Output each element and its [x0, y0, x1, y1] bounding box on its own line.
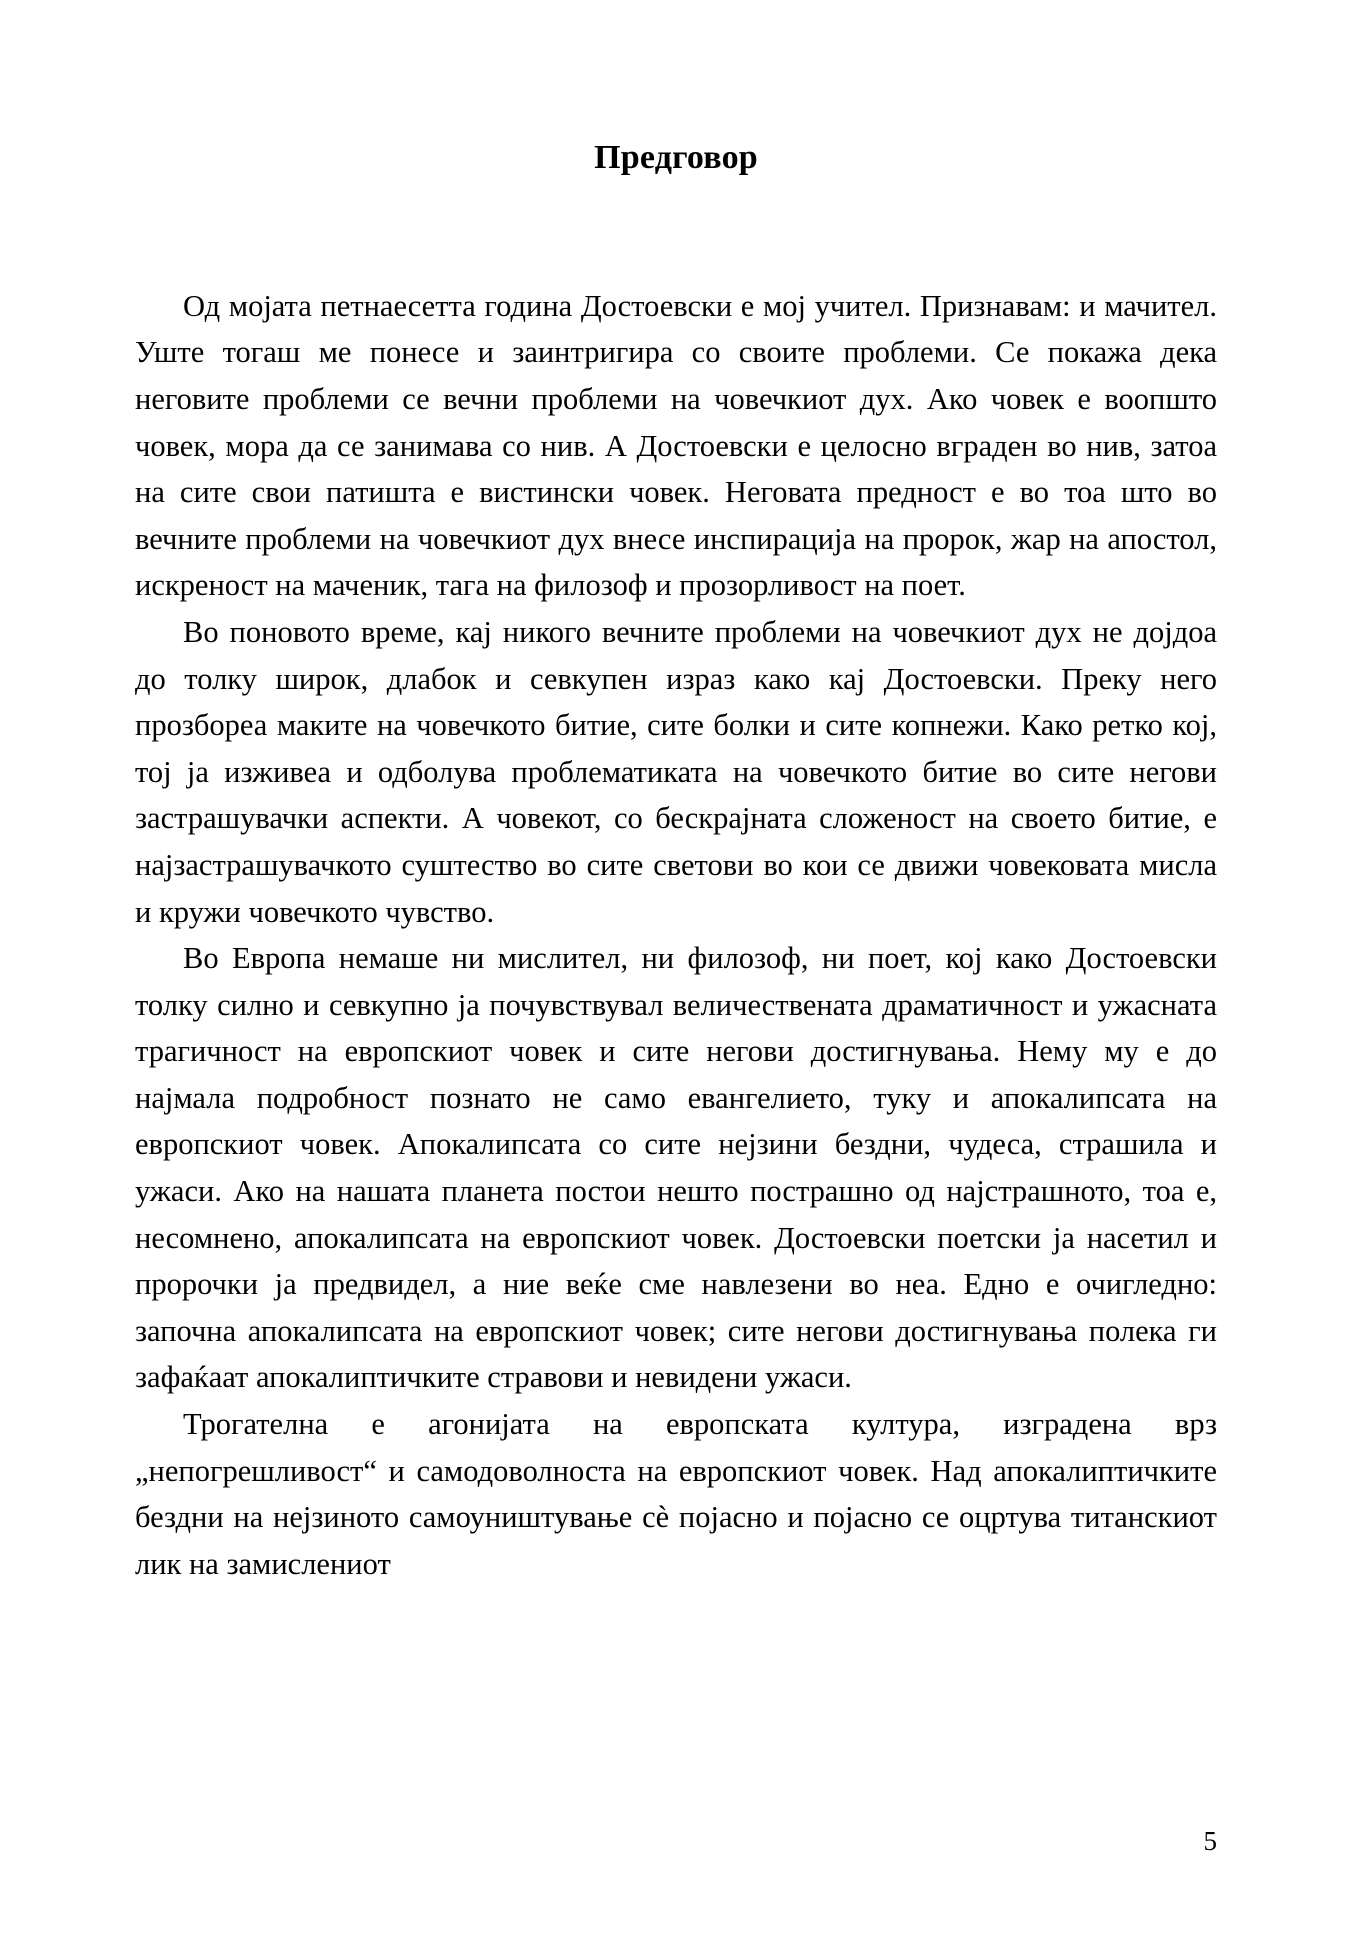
paragraph-3: Во Европа немаше ни мислител, ни филозоф, ни поет, кој како Достоевски толку силно и севкупно ја почувствувал величествената драматичност и ужасната трагичност на европскиот човек и сите негови достигнувања. Нему му е до најмала подробност познато не само евангелието, туку и апокалипсата на европскиот човек. Апокалипсата со сите нејзини бездни, чудеса, страшила и ужаси. Ако на нашата планета постои нешто пострашно од најстрашното, тоа е, несомнено, апокалипсата на европскиот човек. Достоевски поетски ја насетил и пророчки ја предвидел, а ние веќе сме навлезени во неа. Едно е очигледно: започна апокалипсата на европскиот човек; сите негови достигнувања полека ги зафаќаат апокалиптичките стравови и невидени ужаси. [135, 941, 1217, 1395]
paragraph-1: Од мојата петнаесетта година Достоевски е мој учител. Признавам: и мачител. Уште тогаш ме понесе и заинтригира со своите проблеми. Се покажа дека неговите проблеми се вечни проблеми на човечкиот дух. Ако човек е воопшто човек, мора да се занимава со нив. А Достоевски е целосно вграден во нив, затоа на сите свои патишта е вистински човек. Неговата предност е во тоа што во вечните проблеми на човечкиот дух внесе инспирација на пророк, жар на апостол, искреност на маченик, тага на филозоф и прозорливост на поет. [135, 288, 1217, 603]
page-content-block [135, 120, 1217, 1587]
body-text-block [135, 283, 1217, 1588]
paragraph-4: Трогателна е агонијата на европската култура, изградена врз „непогрешливост“ и самодоволноста на европскиот човек. Над апокалиптичките бездни на нејзиното самоуништување сѐ појасно и појасно се оцртува титанскиот лик на замислениот [135, 1407, 1217, 1581]
paragraph-2: Во поновото време, кај никого вечните проблеми на човечкиот дух не дојдоа до толку широк, длабок и севкупен израз како кај Достоевски. Преку него прозбореа маките на човечкото битие, сите болки и сите копнежи. Како ретко кој, тој ја изживеа и одболува проблематиката на човечкото битие во сите негови застрашувачки аспекти. А човекот, со бескрајната сложеност на своето битие, е најзастрашувачкото суштество во сите светови во кои се движи човековата мисла и кружи човечкото чувство. [135, 614, 1217, 929]
page-number: 5 [1203, 1826, 1217, 1856]
page-title: Предговор [594, 139, 758, 176]
